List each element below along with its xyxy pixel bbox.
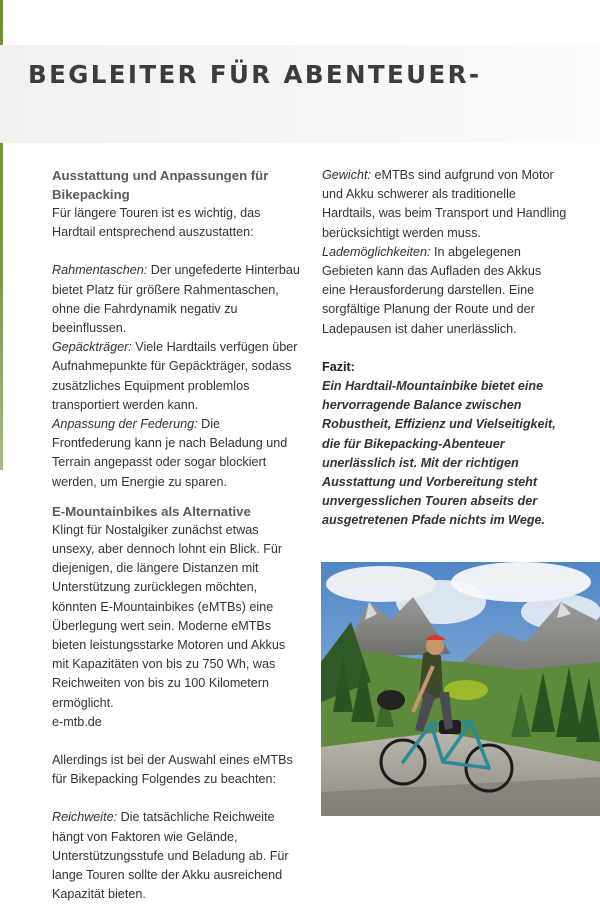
conclusion-label: Fazit: [322,359,355,374]
item-term: Gepäckträger: [52,340,132,355]
item-text: eMTBs sind aufgrund von Motor und Akku schwerer als traditionelle Hardtails, was beim Transport und Handling berücksichtigt werden muss. [322,168,567,240]
list-item [322,243,567,339]
item-text: Die Frontfederung kann je nach Beladung und Terrain angepasst oder sogar blockiert werden, um Energie zu sparen. [52,417,288,489]
item-term: Rahmentaschen: [52,263,148,278]
item-term: Gewicht: [322,168,371,182]
item-text: Der ungefederte Hinterbau bietet Platz für größere Rahmentaschen, ohne die Fahrdynamik negativ zu beeinflussen. [52,263,300,336]
section-heading-equipment: Ausstattung und Anpassungen für Bikepacking [52,168,269,202]
section-heading-emtb: E-Mountainbikes als Alternative [52,503,251,519]
item-term: Reichweite: [52,810,118,825]
item-term: Lademöglichkeiten: [322,244,431,259]
list-item [52,261,302,338]
mountain-bike-photo [321,562,600,816]
left-column [52,166,302,905]
item-text: Die tatsächliche Reichweite hängt von Faktoren wie Gelände, Unterstützungsstufe und Beladung ab. Für lange Touren sollte der Akku ausreichend Kapazität bieten. [52,810,289,902]
section-intro: Für längere Touren ist es wichtig, das Hardtail entsprechend auszustatten: [52,206,261,240]
page-title: BEGLEITER FÜR ABENTEUER- [28,60,482,89]
item-term: Anpassung der Federung: [52,417,198,432]
conclusion-text: Ein Hardtail-Mountainbike bietet eine hervorragende Balance zwischen Robustheit, Effizienz und Vielseitigkeit, die für Bikepacking-Abenteuer unerlässlich ist. Mit der richtigen Ausstattung und Vorbereitung steht unvergesslichen Touren abseits der ausgetretenen Pfade nichts im Wege. [322,379,556,528]
list-item [52,415,302,492]
list-item [52,808,302,904]
section-note: Allerdings ist bei der Auswahl eines eMTBs für Bikepacking Folgendes zu beachten: [52,753,293,787]
list-item [52,338,302,415]
list-item [322,166,567,243]
photo-illustration [321,562,600,816]
source-link[interactable]: e-mtb.de [52,714,102,729]
item-text: In abgelegenen Gebieten kann das Aufladen des Akkus eine Herausforderung darstellen. Eine sorgfältige Planung der Route und der Ladepausen ist daher unerlässlich. [322,244,542,336]
right-column [322,166,567,531]
section-body: Klingt für Nostalgiker zunächst etwas unsexy, aber dennoch lohnt ein Blick. Für diejenigen, die längere Distanzen mit Unterstützung zurücklegen möchten, könnten E-Mountainbikes (eMTBs) eine Überlegung wert sein. Moderne eMTBs bieten leistungsstarke Motoren und Akkus mit Kapazitäten von bis zu 750 Wh, was Reichweiten von bis zu 100 Kilometern ermöglicht. [52,522,286,710]
item-text: Viele Hardtails verfügen über Aufnahmepunkte für Gepäckträger, sodass zusätzliches Equipment problemlos transportiert werden kann. [52,340,298,412]
